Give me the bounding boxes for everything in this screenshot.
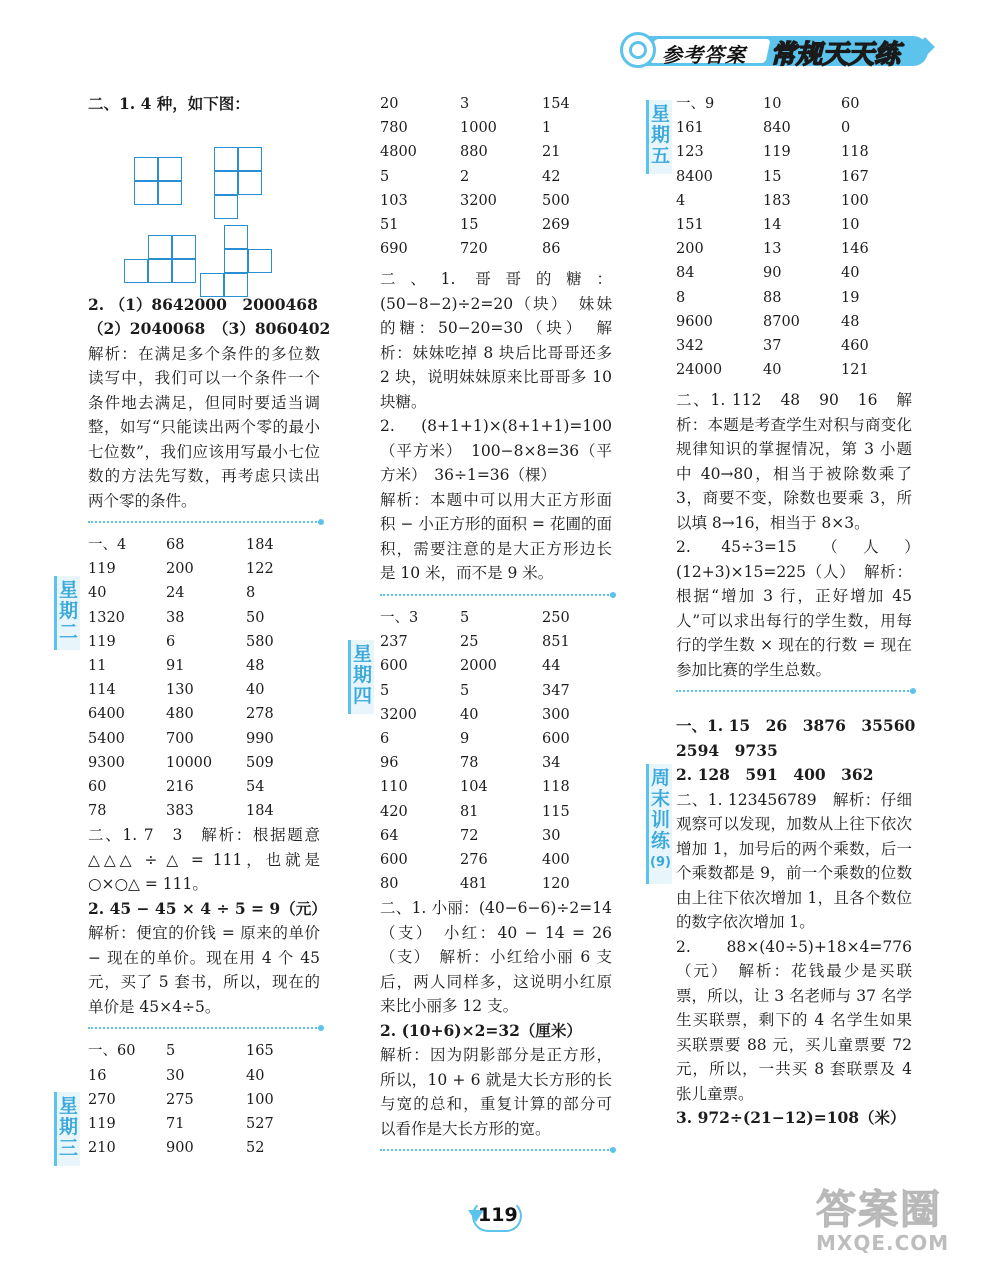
grid-cell: 120 [542,876,570,893]
grid-cell: 600 [380,658,408,675]
watermark [816,1188,986,1258]
grid-cell: 780 [380,120,408,137]
tag-thursday [348,640,374,714]
grid-cell: 40 [763,362,782,379]
grid-cell: 580 [246,633,274,650]
grid-cell: 25 [460,634,479,651]
tag-char: 期 [650,124,670,146]
grid-cell: 9600 [676,313,713,330]
c2-analysis: 解析：本题中可以用大正方形面积 − 小正方形的面积 = 花圃的面积，需要注意的是大正方形边长是 10 米，而不是 9 米。 [380,490,612,583]
c3-q2: 2. 45÷3=15（人） (12+3)×15=225（人） 解析：根据“增加 3 行，正好增加 45 人”可以求出每行的学生数，用每行的学生数 × 现在的行数 = 现在参加比赛的学生总数。 [676,538,928,679]
grid-cell: 71 [166,1116,185,1133]
grid-cell: 1 [542,120,552,137]
grid-cell: 480 [166,706,194,723]
grid-cell: 383 [166,803,194,820]
c3-w1b: 2594 9735 [676,740,778,760]
net-cell [158,181,182,205]
grid-cell: 8 [246,585,256,602]
grid-cell: 183 [763,192,791,209]
net-cell [224,249,248,273]
grid-cell: 154 [542,96,570,112]
grid-cell: 2 [460,168,470,185]
grid-cell: 119 [763,144,791,161]
grid-cell: 9 [460,730,470,747]
grid-cell: 78 [460,755,479,772]
grid-cell: 91 [166,658,185,675]
grid-cell: 151 [676,217,704,234]
grid-cell: 278 [246,706,274,723]
tag-char: 期 [352,664,372,686]
grid-cell: 19 [841,289,860,306]
tag-char: 星 [58,579,78,601]
grid-cell: 40 [246,682,265,699]
grid-cell: 100 [246,1091,274,1108]
tag-char: 期 [58,1116,78,1138]
net-cell [238,171,262,195]
net-cell [214,171,238,195]
clock-icon [620,32,656,68]
grid-cell: 15 [460,217,479,234]
grid-cell: 81 [460,803,479,820]
grid-cell: 5 [166,1043,176,1060]
grid-cell: 一、3 [380,609,419,626]
grid-cell: 121 [841,362,869,379]
grid-cell: 11 [88,658,107,675]
grid-cell: 15 [763,168,782,185]
net-cell [148,259,172,283]
grid-cell: 167 [841,168,869,185]
grid-cell: 8700 [763,313,800,330]
c2-q1: 二、1. 哥哥的糖：(50−8−2)÷2=20（块） 妹妹的糖：50−20=30（块） 解析：妹妹吃掉 8 块后比哥哥还多 2 块，说明妹妹原来比哥哥多 10 块糖。 [380,270,612,411]
grid-cell: 347 [542,682,570,699]
grid-cell: 13 [763,241,782,258]
grid-cell: 165 [246,1043,274,1060]
grid-cell: 184 [246,537,274,553]
c1-s2-q2: 2. 45 − 45 × 4 ÷ 5 = 9（元） [88,898,327,918]
grid-cell: 10 [763,96,782,112]
net-cell [224,273,248,297]
c3-w2: 2. 128 591 400 362 [676,765,874,785]
page-header [620,30,940,70]
grid-cell: 270 [88,1091,116,1108]
grid-cell: 122 [246,561,274,578]
grid-cell: 50 [246,609,265,626]
net-cell [124,259,148,283]
grid-cell: 一、60 [88,1043,136,1060]
tag-char: 星 [352,643,372,665]
watermark-top: 答案圈 [816,1187,942,1233]
grid-cell: 5 [380,168,390,185]
grid-cell: 一、4 [88,537,127,553]
tag-char: 星 [58,1095,78,1117]
grid-cell: 103 [380,192,408,209]
grid-cell: 600 [380,851,408,868]
grid-cell: 114 [88,682,116,699]
grid-cell: 275 [166,1091,194,1108]
grid-cell: 200 [166,561,194,578]
grid-cell: 8400 [676,168,713,185]
grid-cell: 64 [380,827,399,844]
c3-w5: 3. 972÷(21−12)=108（米） [676,1108,906,1128]
c2-q4-2: 2. (10+6)×2=32（厘米） [380,1020,582,1040]
column-1 [88,92,331,1160]
net-cell [172,235,196,259]
grid-cell: 80 [380,876,399,893]
divider [676,690,912,692]
c2-grid-top [380,92,612,261]
grid-cell: 5400 [88,730,125,747]
net-cell [224,225,248,249]
grid-cell: 110 [380,779,408,796]
grid-cell: 100 [841,192,869,209]
c1-q2-a: 2. （1）8642000 2000468 [88,294,318,314]
grid-cell: 2000 [460,658,497,675]
grid-cell: 8 [676,289,686,306]
grid-cell: 54 [246,779,265,796]
grid-cell: 24000 [676,362,723,379]
grid-cell: 48 [246,658,265,675]
tag-char: 星 [650,103,670,125]
tag-char: 五 [650,145,670,167]
tag-weekend-training [646,764,672,884]
grid-cell: 6400 [88,706,125,723]
divider [380,594,612,596]
grid-cell: 250 [542,609,570,626]
c1-grid-wednesday [88,1039,320,1160]
header-answer-label: 参考答案 [662,43,746,67]
net-cell [134,181,158,205]
tag-char: 期 [58,600,78,622]
grid-cell: 115 [542,803,570,820]
tag-char: 周 [650,767,670,789]
tag-friday [646,100,672,174]
grid-cell: 86 [542,241,561,258]
grid-cell: 600 [542,730,570,747]
column-3 [676,92,928,1131]
grid-cell: 237 [380,634,408,651]
tag-char: 末 [650,788,670,810]
tag-tuesday [54,576,80,650]
c3-w1: 一、1. 15 26 3876 35560 [676,716,916,736]
grid-cell: 104 [460,779,488,796]
grid-cell: 720 [460,241,488,258]
grid-cell: 68 [166,537,185,553]
grid-cell: 3200 [380,706,417,723]
net-cell [200,273,224,297]
c1-q2-b: （2）2040068 （3）8060402 [88,319,331,338]
grid-cell: 44 [542,658,561,675]
divider [380,1149,612,1151]
grid-cell: 118 [542,779,570,796]
grid-cell: 880 [460,144,488,161]
net-cell [172,259,196,283]
grid-cell: 509 [246,754,274,771]
watermark-bottom: MXQE.COM [816,1231,950,1255]
grid-cell: 20 [380,96,399,112]
tag-char: 三 [58,1137,78,1159]
tag-wednesday [54,1092,80,1166]
grid-cell: 460 [841,338,869,355]
grid-cell: 276 [460,851,488,868]
grid-cell: 51 [380,217,399,234]
grid-cell: 84 [676,265,695,282]
net-cell [134,157,158,181]
column-2 [380,92,612,1161]
grid-cell: 690 [380,241,408,258]
grid-cell: 210 [88,1140,116,1157]
grid-cell: 40 [841,265,860,282]
grid-cell: 300 [542,706,570,723]
grid-cell: 60 [841,96,860,112]
grid-cell: 40 [246,1067,265,1084]
c2-grid-thursday [380,606,612,896]
divider [88,521,320,523]
grid-cell: 118 [841,144,869,161]
grid-cell: 60 [88,779,107,796]
tag-char: 训 [650,809,670,831]
c2-q2: 2. (8+1+1)×(8+1+1)=100（平方米） 100−8×8=36（平方米） 36÷1=36（棵） [380,417,612,485]
grid-cell: 342 [676,338,704,355]
grid-cell: 840 [763,120,791,137]
net-cell [214,195,238,219]
net-cell [158,157,182,181]
grid-cell: 10 [841,217,860,234]
grid-cell: 一、9 [676,96,715,112]
grid-cell: 1320 [88,609,125,626]
grid-cell: 4800 [380,144,417,161]
net-figures [88,117,320,257]
grid-cell: 40 [88,585,107,602]
grid-cell: 3200 [460,192,497,209]
tag-char: 四 [352,685,372,707]
grid-cell: 90 [763,265,782,282]
c1-s2-q1: 二、1. 7 3 解析：根据题意△△△ ÷ △ = 111，也就是○×○△ = 111。 [88,826,320,894]
grid-cell: 16 [88,1067,107,1084]
grid-cell: 0 [841,120,851,137]
c2-q4-1: 二、1. 小丽：(40−6−6)÷2=14（支） 小红：40 − 14 = 26（支） 解析：小红给小丽 6 支后，两人同样多，这说明小红原来比小丽多 12 支。 [380,899,612,1016]
grid-cell: 38 [166,609,185,626]
grid-cell: 96 [380,755,399,772]
grid-cell: 52 [246,1140,265,1157]
c1-s1-title: 二、1. 4 种，如下图： [88,94,250,113]
c1-grid-tuesday [88,533,320,823]
grid-cell: 990 [246,730,274,747]
grid-cell: 5 [380,682,390,699]
grid-cell: 34 [542,755,561,772]
grid-cell: 269 [542,217,570,234]
grid-cell: 119 [88,561,116,578]
page-number: 119 [478,1204,518,1226]
grid-cell: 500 [542,192,570,209]
c1-s2-analysis: 解析：便宜的价钱 = 原来的单价 − 现在的单价。现在用 4 个 45 元，买了 5 套书，所以，现在的单价是 45×4÷5。 [88,924,320,1016]
grid-cell: 119 [88,633,116,650]
header-brand: 常规天天练 [770,40,901,70]
grid-cell: 481 [460,876,488,893]
grid-cell: 72 [460,827,479,844]
grid-cell: 400 [542,851,570,868]
grid-cell: 130 [166,682,194,699]
grid-cell: 184 [246,803,274,820]
net-cell [148,235,172,259]
grid-cell: 3 [460,96,470,112]
grid-cell: 88 [763,289,782,306]
grid-cell: 14 [763,217,782,234]
grid-cell: 700 [166,730,194,747]
grid-cell: 527 [246,1116,274,1133]
c3-w3: 二、1. 123456789 解析：仔细观察可以发现，加数从上往下依次增加 1，加号后的两个乘数，后一个乘数都是 9，前一个乘数的位数由上往下依次增加 1，且各个数位的数字依次增加 1。 [676,790,912,932]
grid-cell: 161 [676,120,704,137]
grid-cell: 1000 [460,120,497,137]
grid-cell: 40 [460,706,479,723]
grid-cell: 21 [542,144,561,161]
grid-cell: 5 [460,682,470,699]
c2-analysis4: 解析：因为阴影部分是正方形，所以，10 + 6 就是大长方形的长与宽的总和，重复计算的部分可以看作是大长方形的宽。 [380,1046,612,1138]
grid-cell: 216 [166,779,194,796]
grid-cell: 42 [542,168,561,185]
tag-char: 练 [650,830,670,852]
grid-cell: 48 [841,313,860,330]
c1-analysis: 解析：在满足多个条件的多位数读写中，我们可以一个条件一个条件地去满足，但同时要适当调整，如写“只能读出两个零的最小七位数”，我们应该用写最小七位数的方法先写数，再考虑只读出两个零的条件。 [88,344,320,510]
grid-cell: 30 [166,1067,185,1084]
grid-cell: 200 [676,241,704,258]
grid-cell: 78 [88,803,107,820]
grid-cell: 4 [676,192,686,209]
net-cell [214,147,238,171]
grid-cell: 37 [763,338,782,355]
grid-cell: 119 [88,1116,116,1133]
grid-cell: 851 [542,634,570,651]
net-cell [248,249,272,273]
grid-cell: 24 [166,585,185,602]
grid-cell: 420 [380,803,408,820]
divider [88,1027,320,1029]
grid-cell: 6 [380,730,390,747]
net-cell [238,147,262,171]
tag-char: (9) [650,855,671,870]
page-number-badge [468,1198,528,1238]
tag-char: 二 [58,621,78,643]
c3-w4: 2. 88×(40÷5)+18×4=776（元） 解析：花钱最少是买联票，所以，让 3 名老师与 37 名学生买联票，剩下的 4 名学生如果买联票要 88 元，买儿童票要 72 元，所以，一共买 8 套联票及 4 张儿童票。 [676,937,912,1103]
c3-q1: 二、1. 112 48 90 16 解析：本题是考查学生对积与商变化规律知识的掌握情况，第 3 小题中 40→80，相当于被除数乘了 3，商要不变，除数也要乘 3，所以填 8→16，相当于 8×3。 [676,391,912,532]
grid-cell: 9300 [88,754,125,771]
grid-cell: 10000 [166,754,213,771]
grid-cell: 6 [166,633,176,650]
grid-cell: 30 [542,827,561,844]
grid-cell: 123 [676,144,704,161]
grid-cell: 900 [166,1140,194,1157]
grid-cell: 5 [460,609,470,626]
grid-cell: 146 [841,241,869,258]
c3-grid-friday [676,92,912,382]
